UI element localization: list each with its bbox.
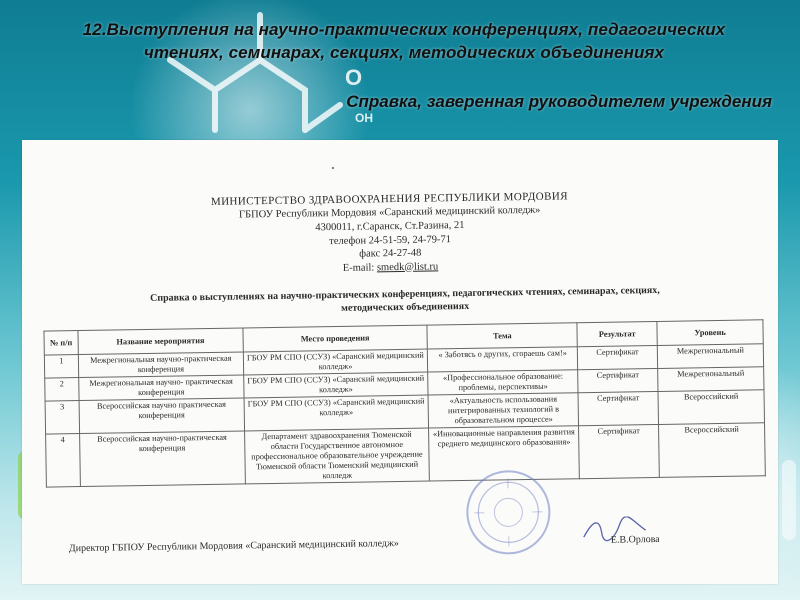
table-row [46,423,766,487]
email-link[interactable]: smedk@list.ru [376,260,439,273]
formula-label-o: O [345,65,363,90]
col-header-topic: Тема [427,323,577,349]
col-header-venue: Место проведения [243,325,428,352]
cell-topic: «Инновационные направления развития среднего медицинского образования» [429,426,580,481]
slide-title-line-2: чтениях, семинарах, секциях, методических объединениях [143,43,665,62]
cell-event: Межрегиональная научно-практическая конференция [78,352,243,378]
director-line: Директор ГБПОУ Республики Мордовия «Саранский медицинский колледж» [68,538,399,555]
slide-title-line-1: 12.Выступления на научно-практических конференциях, педагогических [82,20,726,39]
cell-result: Сертификат [578,391,658,425]
email-label: E-mail: [342,261,378,274]
cell-event: Межрегиональная научно- практическая конференция [79,375,244,401]
col-header-result: Результат [577,321,657,346]
cell-number: 1 [44,355,78,379]
scan-dot [332,167,334,169]
cell-level: Всероссийский [658,390,764,425]
letterhead [159,189,620,278]
slide-title [24,18,784,64]
cell-event: Всероссийская научно-практическая конференция [80,431,246,487]
document-content [22,140,778,584]
conferences-table [43,319,765,487]
cell-topic: «Профессиональное образование: проблемы, перспективы» [428,370,578,395]
cell-result: Сертификат [577,345,657,369]
cell-number: 2 [45,378,79,402]
formula-label-oh: OH [355,111,373,125]
cell-number: 3 [45,401,79,435]
col-header-event: Название мероприятия [78,328,243,355]
cell-venue: Департамент здравоохранения Тюменской области Государственное автономное профессиональное образовательное учреждение Тюменской области Тюменский медицинский колледж [244,428,429,484]
cell-event: Всероссийская научно практическая конференция [79,398,244,434]
document-title-line-2: методических объединениях [341,300,470,314]
ministry-name: МИНИСТЕРСТВО ЗДРАВООХРАНЕНИЯ РЕСПУБЛИКИ МОРДОВИЯ [210,190,569,208]
director-name: Е.В.Орлова [610,533,660,546]
cell-venue: ГБОУ РМ СПО (ССУЗ) «Саранский медицинский колледж» [244,395,429,431]
cell-result: Сертификат [578,368,658,392]
cell-level: Межрегиональный [658,367,764,392]
cell-level: Всероссийский [659,423,766,478]
col-header-number: № п/п [44,331,78,356]
phone: телефон 24-51-59, 24-79-71 [329,233,452,247]
institution-name: ГБПОУ Республики Мордовия «Саранский медицинский колледж» [238,204,541,221]
cell-topic: « Заботясь о других, сгораешь сам!» [428,347,578,372]
scanned-document [22,140,778,584]
cell-topic: «Актуальность использования интегрированных технологий в образовательном процессе» [428,393,578,428]
document-title [65,283,745,320]
cell-venue: ГБОУ РМ СПО (ССУЗ) «Саранский медицинский колледж» [243,349,428,375]
cell-venue: ГБОУ РМ СПО (ССУЗ) «Саранский медицинский колледж» [243,372,428,398]
cell-level: Межрегиональный [657,344,763,369]
fax: факс 24-27-48 [359,247,422,260]
document-title-line-1: Справка о выступлениях на научно-практических конференциях, педагогических чтениях, семинарах, секциях, [150,284,660,304]
cell-number: 4 [46,434,81,488]
official-stamp-icon [464,468,553,557]
slide-subtitle: Справка, заверенная руководителем учреждения [346,92,772,111]
cell-result: Сертификат [579,424,660,478]
address: 4300011, г.Саранск, Ст.Разина, 21 [315,219,465,234]
col-header-level: Уровень [657,320,763,346]
